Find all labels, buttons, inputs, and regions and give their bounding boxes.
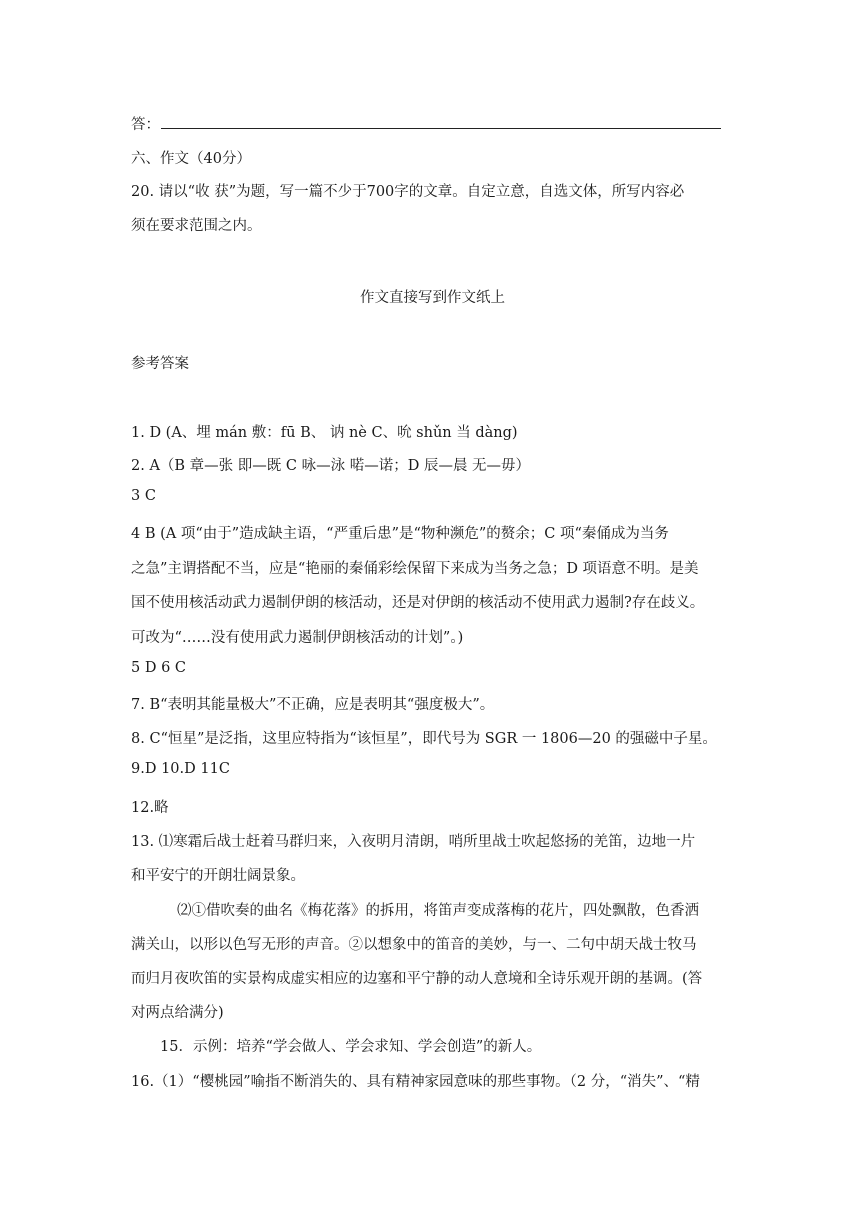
answer-7: 7. B“表明其能量极大”不正确，应是表明其“强度极大”。 xyxy=(131,697,495,713)
answer-15: 15．示例：培养“学会做人、学会求知、学会创造”的新人。 xyxy=(160,1039,542,1055)
question-20-line-1: 20. 请以“收 获”为题，写一篇不少于700字的文章。自定立意，自选文体，所写内容必 xyxy=(131,184,685,200)
section-title: 六、作文（40分） xyxy=(131,151,251,167)
answer-8: 8. C“恒星”是泛指，这里应特指为“该恒星”，即代号为 SGR 一 1806—20 的强磁中子星。 xyxy=(131,731,717,747)
answer-13-line-1: 13. ⑴寒霜后战士赶着马群归来，入夜明月清朗，哨所里战士吹起悠扬的羌笛，边地一片 xyxy=(131,834,696,850)
answer-3: 3 C xyxy=(131,488,156,504)
question-20-line-2: 须在要求范围之内。 xyxy=(131,218,262,234)
answer-blank-line xyxy=(161,128,721,129)
answer-13-line-3: ⑵①借吹奏的曲名《梅花落》的拆用，将笛声变成落梅的花片，四处飘散，色香洒 xyxy=(177,903,699,919)
answer-13-line-4: 满关山，以形以色写无形的声音。②以想象中的笛音的美妙，与一、二句中胡天战士牧马 xyxy=(131,937,697,953)
answer-13-line-5: 而归月夜吹笛的实景构成虚实相应的边塞和平宁静的动人意境和全诗乐观开朗的基调。(答 xyxy=(131,971,703,987)
answer-4-line-3: 国不使用核活动武力遏制伊朗的核活动，还是对伊朗的核活动不使用武力遏制?存在歧义。 xyxy=(131,595,705,611)
answer-2: 2. A（B 章—张 即—既 C 咏—泳 喏—诺；D 辰—晨 无—毋） xyxy=(131,458,531,474)
answer-12: 12.略 xyxy=(131,800,169,816)
answer-label: 答： xyxy=(131,117,160,133)
answer-16-line-1: 16.（1）“樱桃园”喻指不断消失的、具有精神家园意味的那些事物。（2 分，“消失”、“精 xyxy=(131,1074,700,1090)
answer-13-line-2: 和平安宁的开朗壮阔景象。 xyxy=(131,868,305,884)
answer-5-6: 5 D 6 C xyxy=(131,660,186,676)
answer-13-line-6: 对两点给满分) xyxy=(131,1005,224,1021)
reference-answers-title: 参考答案 xyxy=(131,356,189,372)
answer-4-line-4: 可改为“……没有使用武力遏制伊朗核活动的计划”。) xyxy=(131,630,464,646)
answer-9-11: 9.D 10.D 11C xyxy=(131,761,230,777)
answer-4-line-1: 4 B (A 项“由于”造成缺主语，“严重后患”是“物种濒危”的赘余；C 项“秦俑成为当务 xyxy=(131,526,669,542)
answer-1: 1. D (A、埋 mán 敷：fū B、 讷 nè C、吮 shǔn 当 dàng) xyxy=(131,425,518,441)
answer-4-line-2: 之急”主谓搭配不当，应是“艳丽的秦俑彩绘保留下来成为当务之急；D 项语意不明。是美 xyxy=(131,561,699,577)
essay-note: 作文直接写到作文纸上 xyxy=(360,290,505,306)
